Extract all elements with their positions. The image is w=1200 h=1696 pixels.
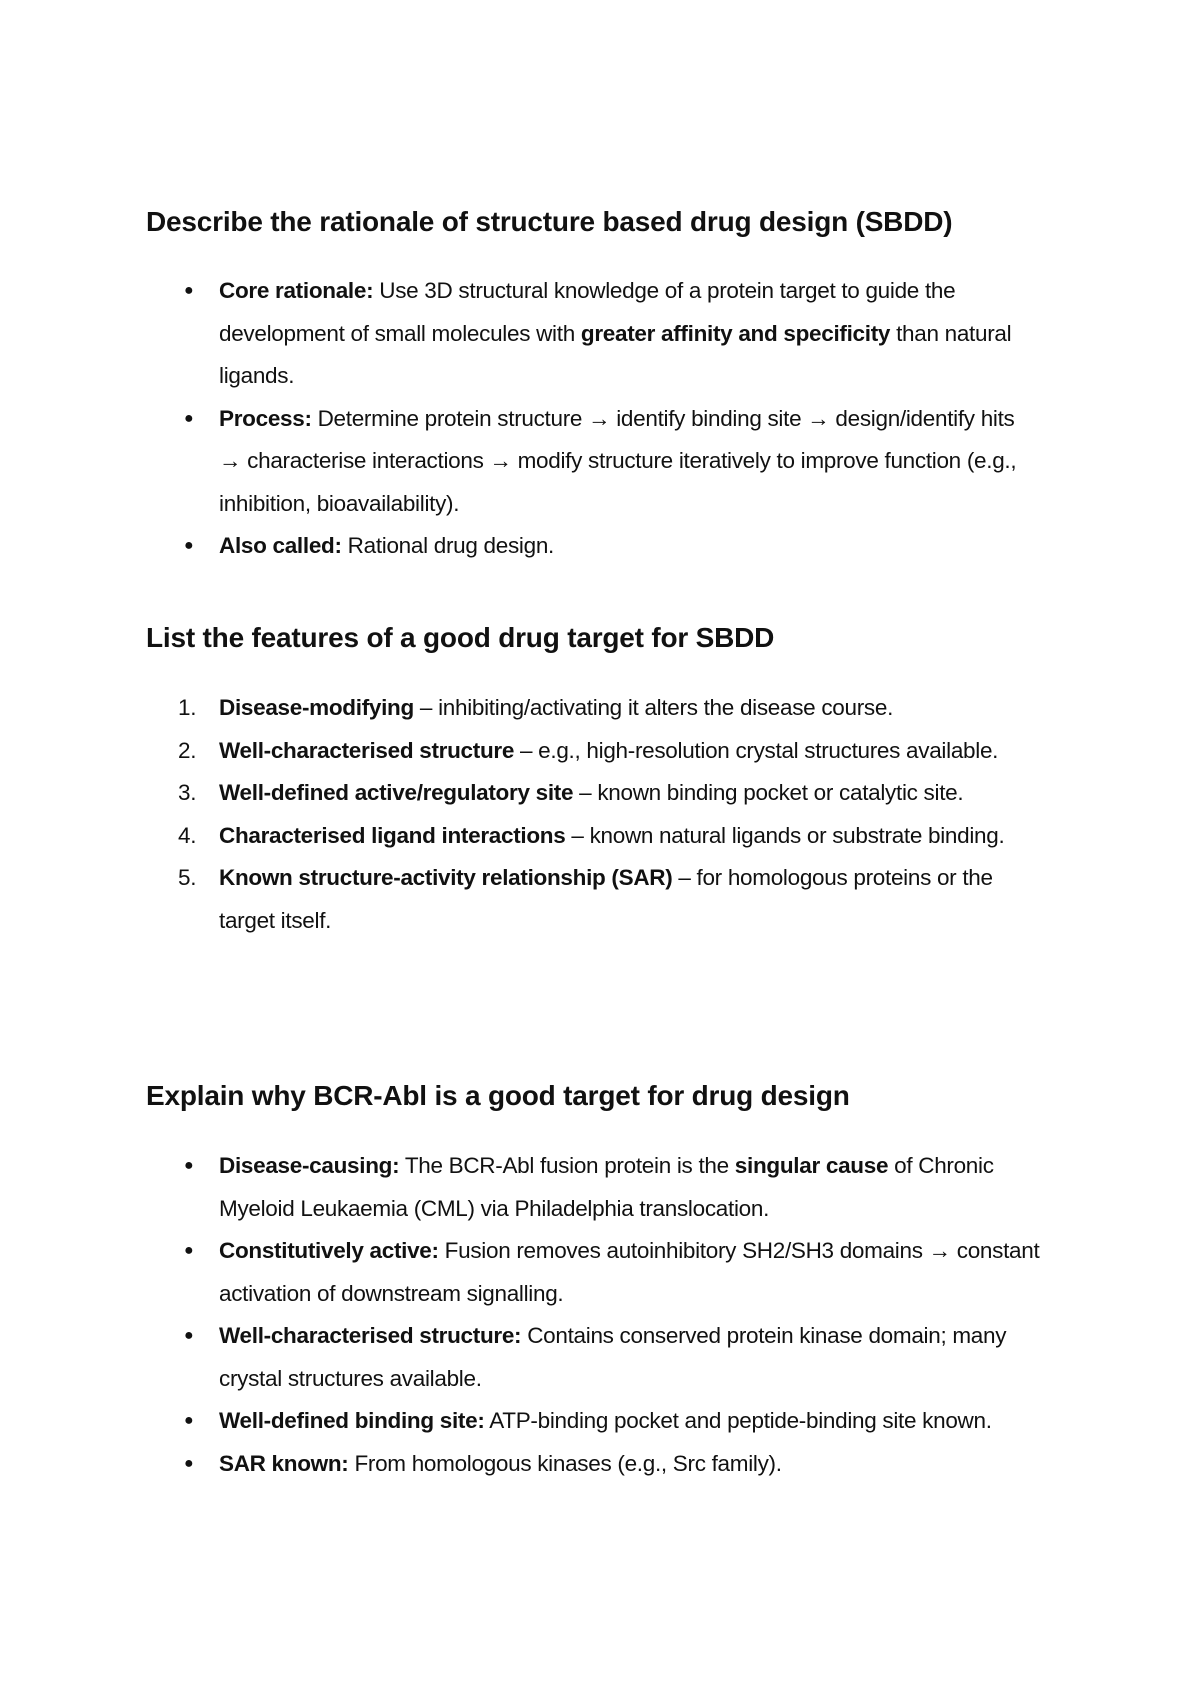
bullet-list [146,270,1066,568]
text: Contains conserved protein kinase domain; many crystal structures available. [219,1323,1007,1391]
list-item [146,815,1019,858]
list-item [146,1145,1049,1230]
list-number: 5. [178,865,197,890]
list-number: 3. [178,780,197,805]
list-item [146,398,1029,526]
text: The BCR-Abl fusion protein is the [399,1153,735,1178]
section-heading: Describe the rationale of structure based drug design (SBDD) [146,206,953,237]
bullet-icon: ● [184,1412,194,1429]
text: Use 3D structural knowledge of a protein target to guide the development of small molecules with [219,278,956,346]
text: Rational drug design. [341,533,554,558]
bold-text: greater affinity and specificity [580,320,891,346]
bold-text: singular cause [734,1153,889,1178]
bold-text: SAR known: [219,1450,349,1476]
list-item [146,857,1029,942]
text: – for homologous proteins or the target itself. [219,865,993,933]
bold-text: Constitutively active: [219,1238,439,1263]
list-item [146,1315,1029,1400]
bold-text: Process: [219,405,312,431]
bold-text: Well-defined active/regulatory site [219,780,574,805]
bullet-icon: ● [184,1157,194,1174]
numbered-list [146,687,1066,942]
text: From homologous kinases (e.g., Src family). [348,1450,782,1476]
bullet-list [146,1145,1066,1485]
list-item [146,270,1029,398]
list-number: 2. [178,737,197,763]
list-number: 4. [178,822,197,848]
bullet-icon: ● [184,1454,194,1472]
text: Determine protein structure → identify binding site → design/identify hits → characterise interactions → modify structure iteratively to improve function (e.g., inhibition, bioavailability). [219,405,1017,516]
text: of Chronic Myeloid Leukaemia (CML) via Philadelphia translocation. [219,1153,994,1221]
bold-text: Well-characterised structure [219,737,515,763]
section-heading: List the features of a good drug target for SBDD [146,622,775,653]
bold-text: Known structure-activity relationship (SAR) [219,865,673,890]
text: Fusion removes autoinhibitory SH2/SH3 domains → constant activation of downstream signalling. [219,1238,1040,1306]
bullet-icon: ● [184,537,194,554]
list-item [146,772,1039,815]
list-item [146,525,1029,568]
text: ATP-binding pocket and peptide-binding site known. [484,1408,992,1433]
text: than natural ligands. [219,320,1012,388]
text: – known binding pocket or catalytic site. [573,780,964,805]
bold-text: Well-characterised structure: [219,1323,522,1348]
list-number: 1. [178,695,197,720]
bold-text: Well-defined binding site: [219,1408,485,1433]
list-item [146,687,1029,730]
text: – inhibiting/activating it alters the disease course. [413,695,894,720]
bullet-icon: ● [184,1242,194,1259]
bold-text: Characterised ligand interactions [219,822,566,848]
bullet-icon: ● [184,1327,194,1344]
bullet-icon: ● [184,282,194,299]
bold-text: Also called: [219,533,342,558]
text: – e.g., high-resolution crystal structures available. [514,737,999,763]
list-item [146,1230,1049,1315]
section-heading: Explain why BCR-Abl is a good target for drug design [146,1080,850,1111]
text: – known natural ligands or substrate binding. [565,822,1005,848]
bullet-icon: ● [184,409,194,427]
bold-text: Disease-modifying [219,695,414,720]
list-item [146,1443,1029,1486]
list-item [146,730,999,773]
bold-text: Core rationale: [219,278,374,303]
list-item [146,1400,1029,1443]
bold-text: Disease-causing: [219,1153,400,1178]
